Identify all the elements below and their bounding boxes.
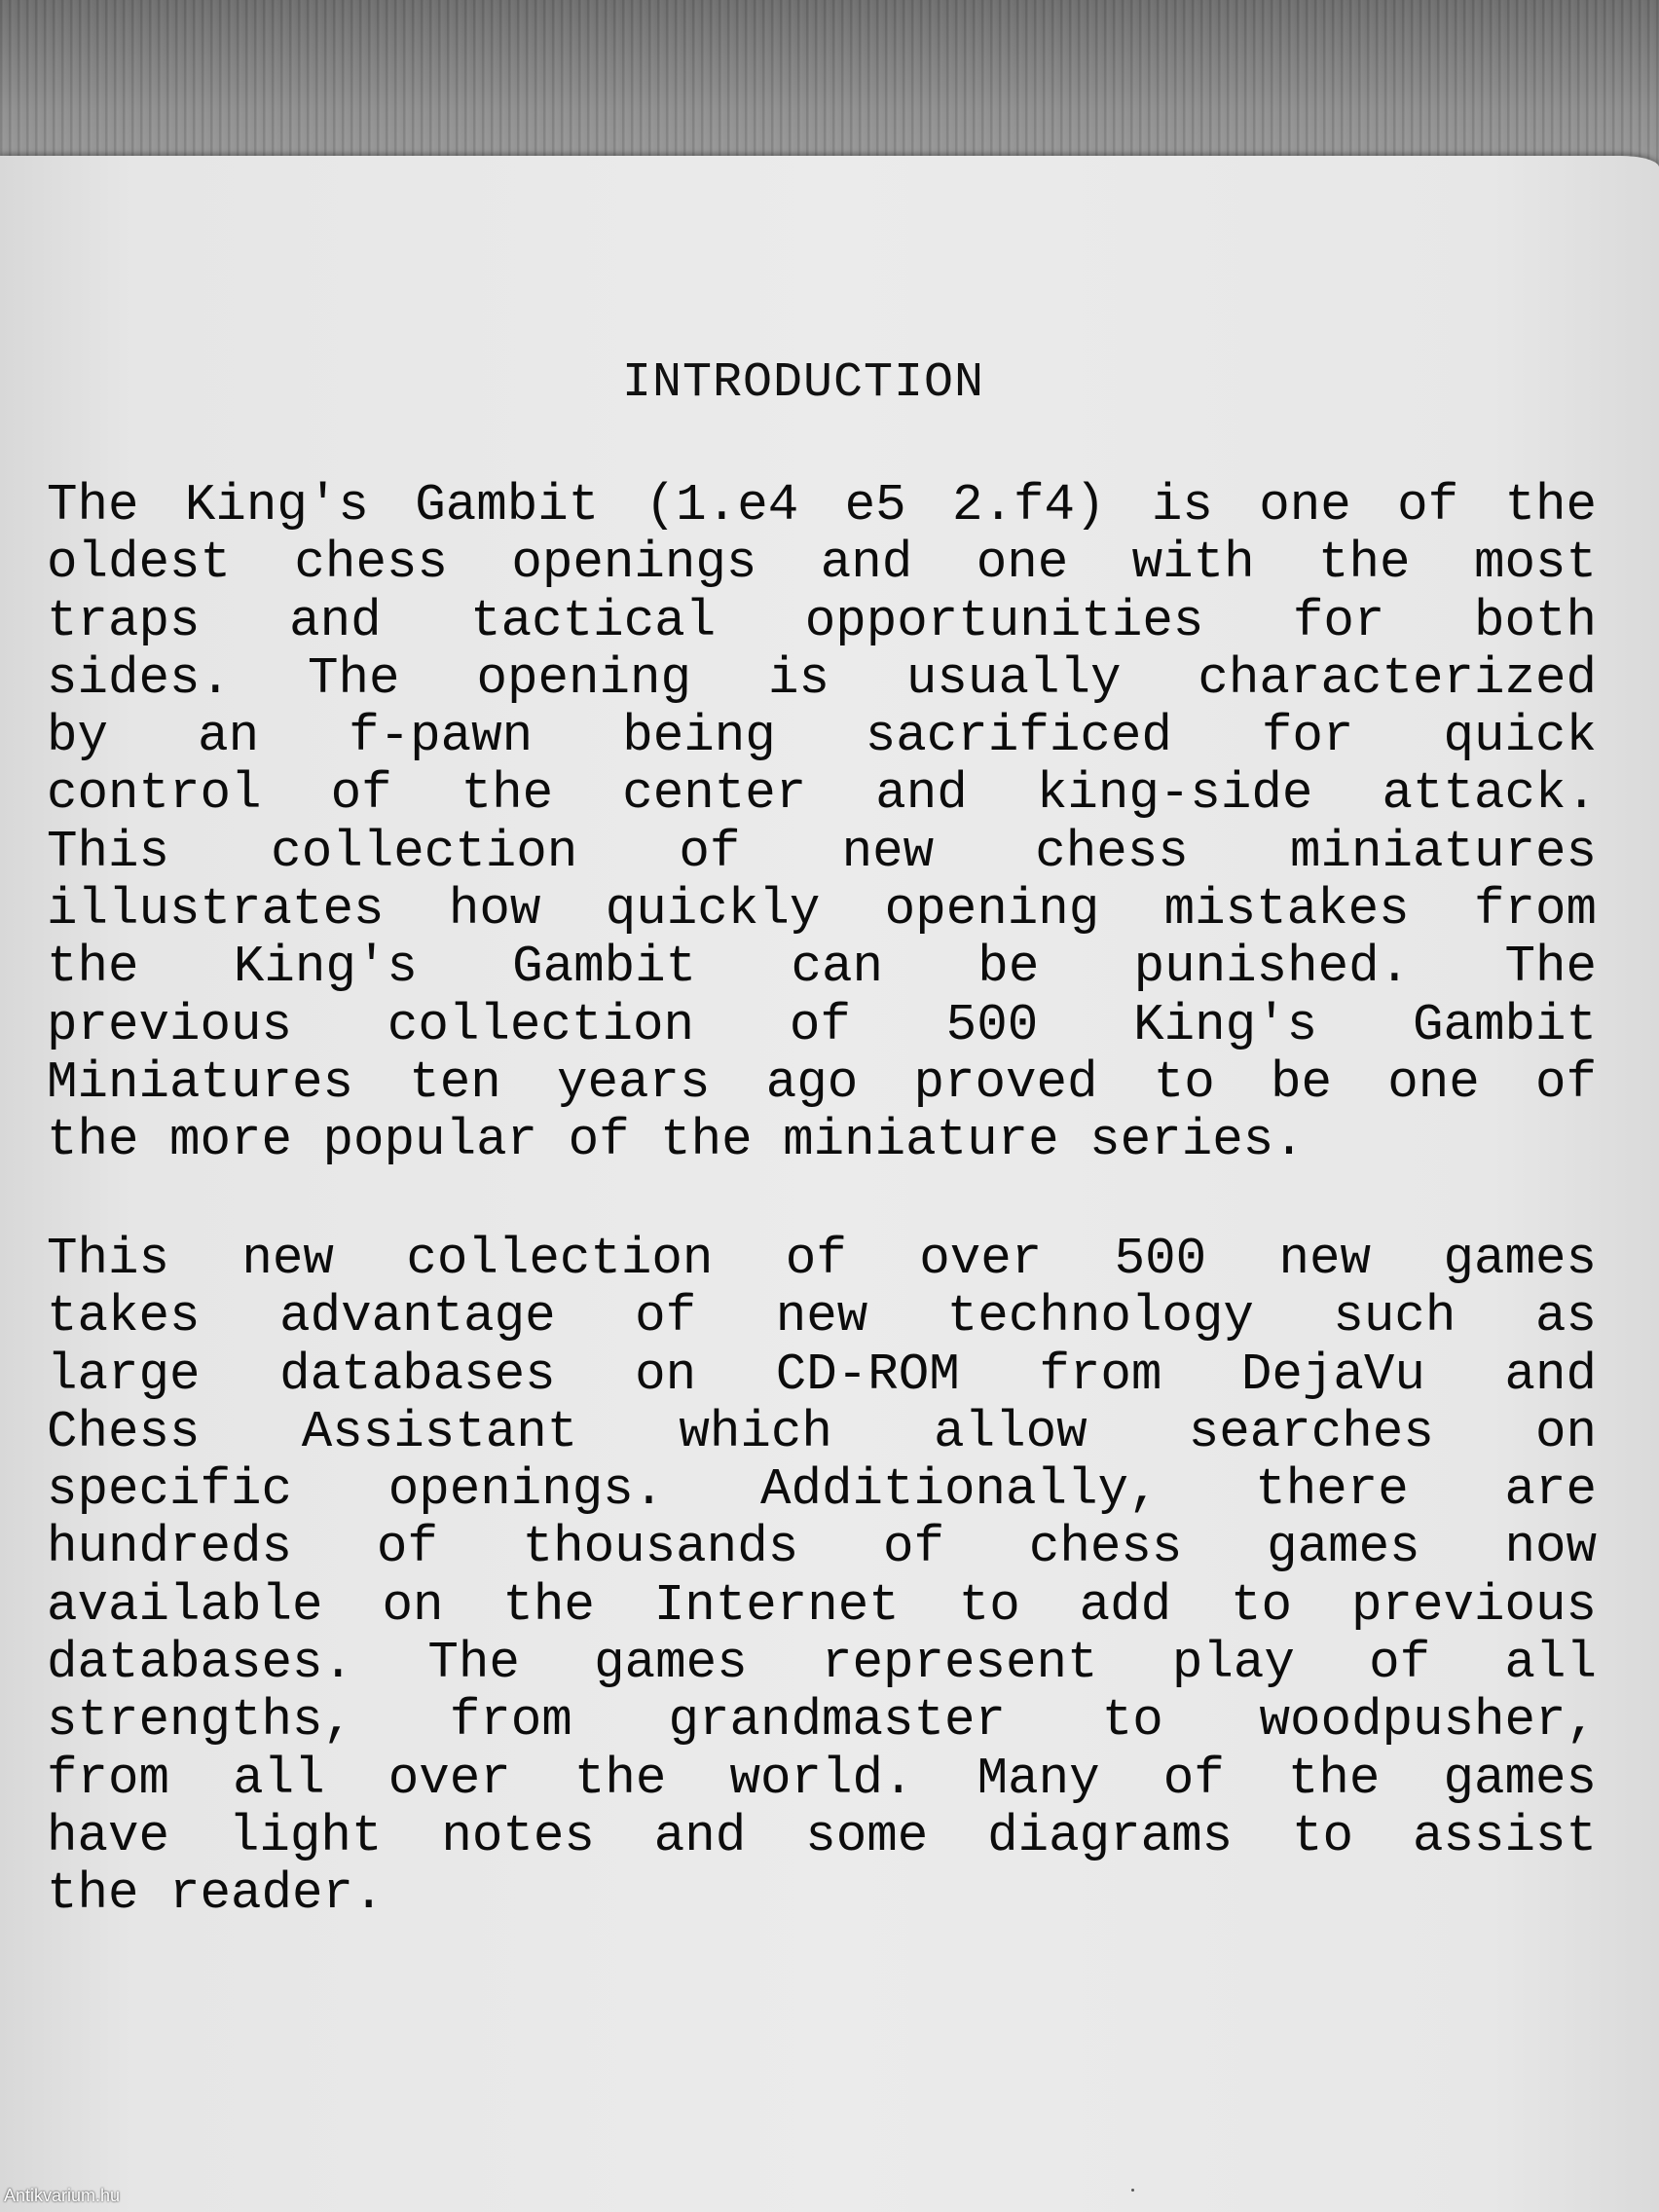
watermark: Antikvarium.hu [4,2186,121,2205]
text-line: control of the center and king-side attack. [47,764,1597,824]
text-line: The King's Gambit (1.e4 e5 2.f4) is one of the [47,476,1597,535]
text-line: have light notes and some diagrams to assist [47,1806,1597,1865]
page-title: INTRODUCTION [621,355,985,411]
text-line: the King's Gambit can be punished. The [47,938,1597,997]
text-line: takes advantage of new technology such as [47,1287,1597,1346]
text-line: specific openings. Additionally, there are [47,1460,1597,1520]
text-line: sides. The opening is usually characterized [47,648,1597,708]
text-line: previous collection of 500 King's Gambit [47,995,1597,1054]
text-line: hundreds of thousands of chess games now [47,1518,1597,1577]
text-line: Miniatures ten years ago proved to be one of [47,1052,1597,1112]
text-line: by an f-pawn being sacrificed for quick [47,707,1597,766]
text-line: This collection of new chess miniatures [47,822,1597,881]
text-line: large databases on CD-ROM from DejaVu and [47,1345,1597,1404]
text-line: available on the Internet to add to previous [47,1575,1597,1635]
text-line: traps and tactical opportunities for both [47,591,1597,650]
text-line: This new collection of over 500 new games [47,1230,1597,1288]
paragraph-1 [47,477,1597,1170]
paragraph-2 [47,1231,1597,1924]
book-page [0,156,1659,2212]
text-line: from all over the world. Many of the games [47,1749,1597,1808]
text-line: Chess Assistant which allow searches on [47,1402,1597,1461]
text-line: oldest chess openings and one with the most [47,534,1597,593]
text-line: the more popular of the miniature series. [47,1111,1305,1170]
paper-speck [1131,2189,1134,2192]
text-line: illustrates how quickly opening mistakes from [47,880,1597,940]
text-line: the reader. [47,1864,385,1924]
text-line: strengths, from grandmaster to woodpusher, [47,1691,1597,1751]
text-line: databases. The games represent play of all [47,1634,1597,1693]
